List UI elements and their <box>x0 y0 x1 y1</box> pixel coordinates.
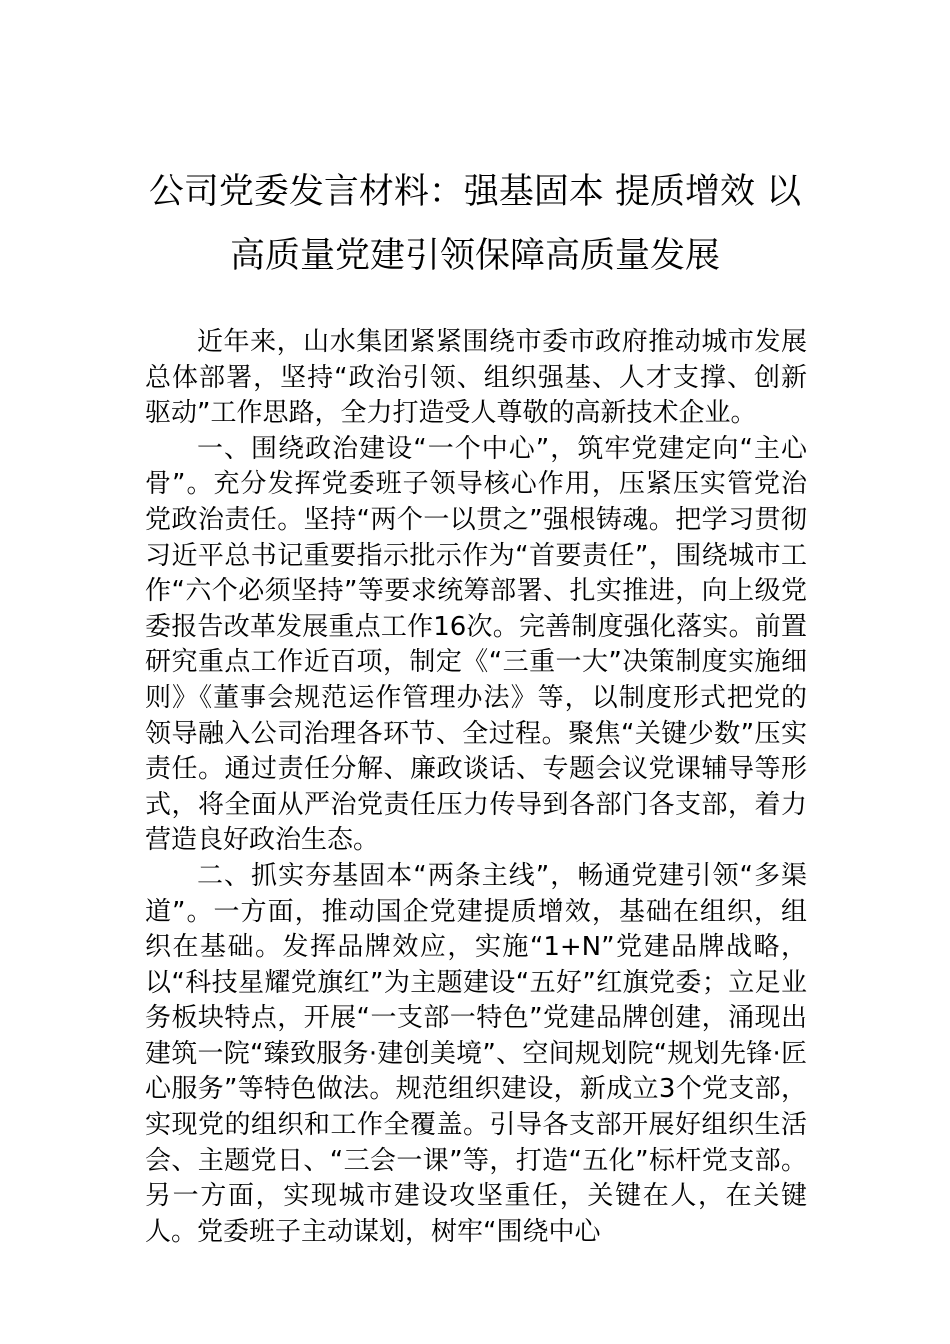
title-line-2: 高质量党建引领保障高质量发展 <box>229 236 720 276</box>
document-title <box>100 160 850 288</box>
document-body <box>145 325 807 1250</box>
title-line-1: 公司党委发言材料：强基固本 提质增效 以 <box>148 172 802 212</box>
paragraph-section-1: 一、围绕政治建设“一个中心”，筑牢党建定向“主心骨”。充分发挥党委班子领导核心作用，压紧压实管党治党政治责任。坚持“两个一以贯之”强根铸魂。把学习贯彻习近平总书记重要指示批示作为“首要责任”，围绕城市工作“六个必须坚持”等要求统筹部署、扎实推进，向上级党委报告改革发展重点工作16次。完善制度强化落实。前置研究重点工作近百项，制定《“三重一大”决策制度实施细则》《董事会规范运作管理办法》等，以制度形式把党的领导融入公司治理各环节、全过程。聚焦“关键少数”压实责任。通过责任分解、廉政谈话、专题会议党课辅导等形式，将全面从严治党责任压力传导到各部门各支部，着力营造良好政治生态。 <box>145 433 807 856</box>
paragraph-section-2: 二、抓实夯基固本“两条主线”，畅通党建引领“多渠道”。一方面，推动国企党建提质增效，基础在组织，组织在基础。发挥品牌效应，实施“1+N”党建品牌战略，以“科技星耀党旗红”为主题建设“五好”红旗党委；立足业务板块特点，开展“一支部一特色”党建品牌创建，涌现出建筑一院“臻致服务·建创美境”、空间规划院“规划先锋·匠心服务”等特色做法。规范组织建设，新成立3个党支部，实现党的组织和工作全覆盖。引导各支部开展好组织生活会、主题党日、“三会一课”等，打造“五化”标杆党支部。另一方面，实现城市建设攻坚重任，关键在人，在关键人。党委班子主动谋划，树牢“围绕中心 <box>145 860 807 1247</box>
paragraph-intro: 近年来，山水集团紧紧围绕市委市政府推动城市发展总体部署，坚持“政治引领、组织强基、人才支撑、创新驱动”工作思路，全力打造受人尊敬的高新技术企业。 <box>145 327 807 429</box>
